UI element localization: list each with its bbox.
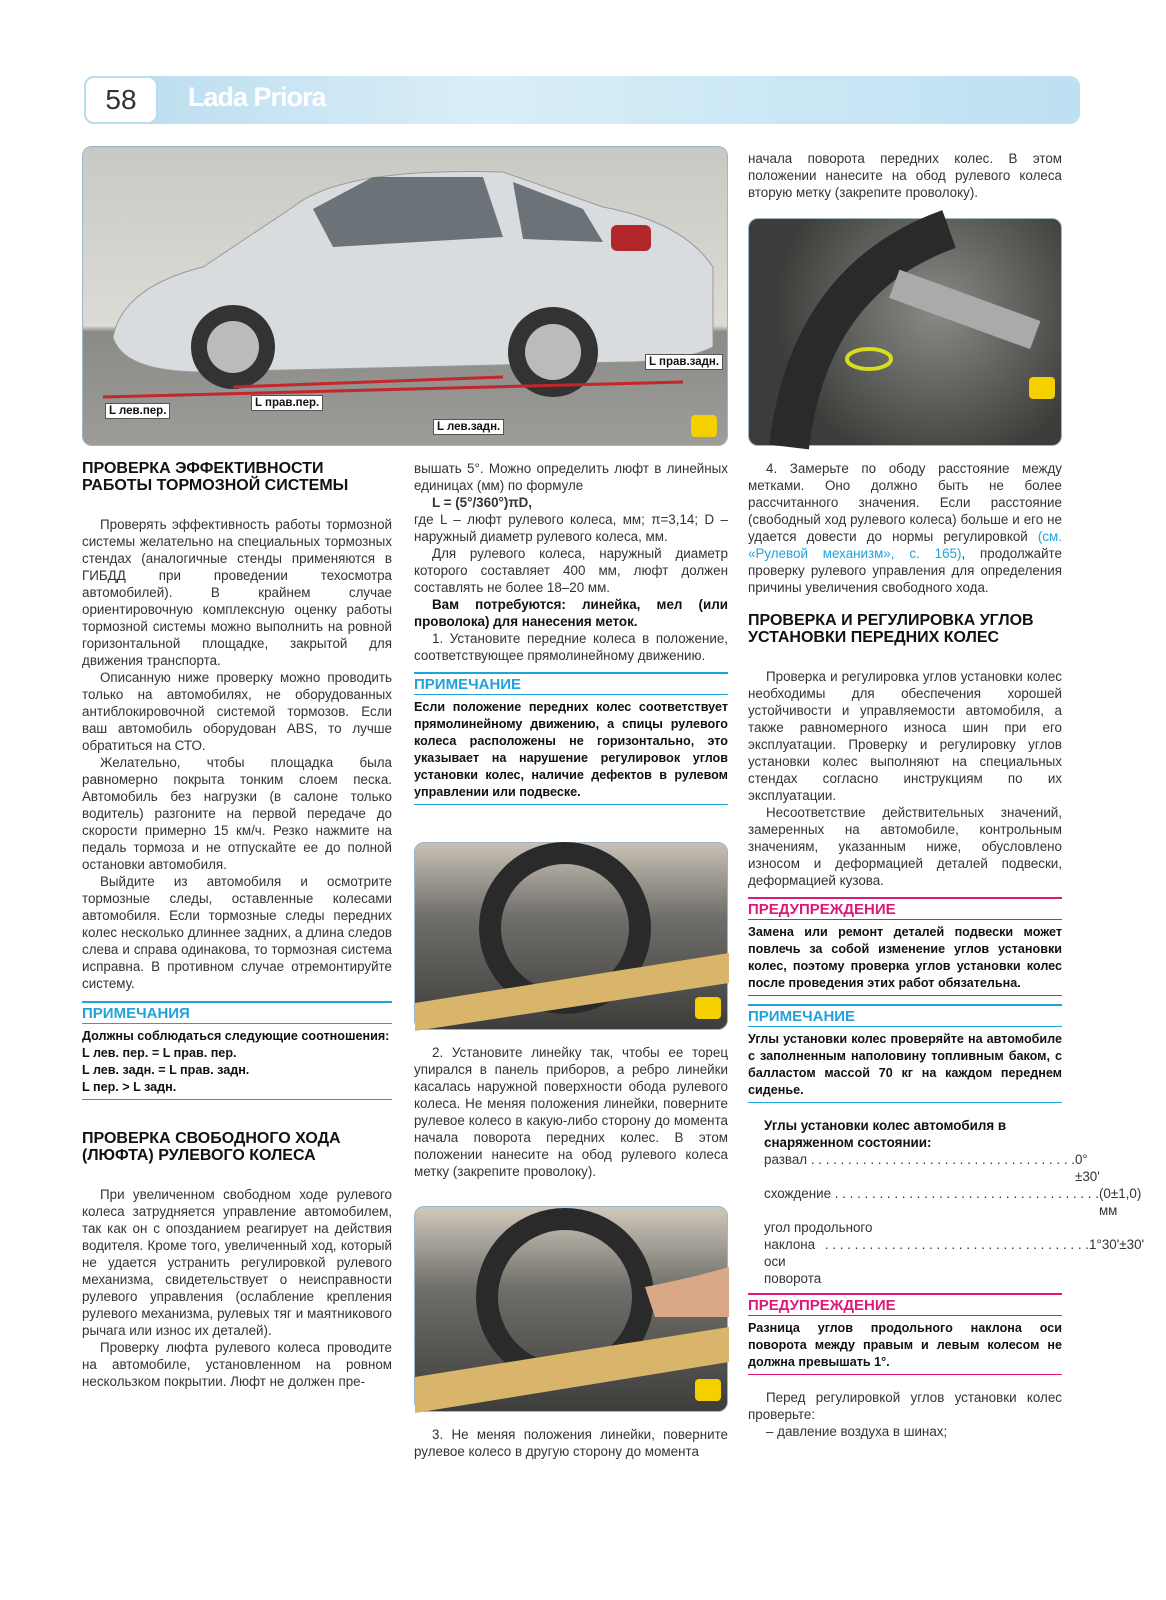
spec-label: угол продольного xyxy=(764,1220,873,1235)
step-2: 2. Установите линейку так, чтобы ее торец упирался в панель приборов, а ребро линейки касалась наружной поверхности обода рулевого колеса. Не меняя положения линейки, поверните рулевое колесо в какую-либо сторону до момента начала поворота передних колес. В этом положении нанесите на обод рулевого колеса метку (закрепите проволоку). xyxy=(414,1045,728,1179)
ruler-photo-1 xyxy=(414,842,728,1030)
step-3: 3. Не меняя положения линейки, поверните рулевое колесо в другую сторону до момента xyxy=(414,1427,728,1459)
spec-value: 0°±30' xyxy=(1074,1152,1100,1184)
paragraph: Описанную ниже проверку можно проводить только на автомобилях, не оборудованных антиблокировочной системой тормозов. Если ваш автомобиль оборудован ABS, то лучше обратиться на СТО. xyxy=(82,670,392,753)
dashboard-ruler-illustration xyxy=(415,843,729,1031)
section-heading-brakes: ПРОВЕРКА ЭФФЕКТИВНОСТИ РАБОТЫ ТОРМОЗНОЙ СИСТЕМЫ xyxy=(82,460,349,494)
paragraph: начала поворота передних колес. В этом положении нанесите на обод рулевого колеса вторую метку (закрепите проволоку). xyxy=(748,151,1062,200)
section-heading-wheel-alignment: ПРОВЕРКА И РЕГУЛИРОВКА УГЛОВ УСТАНОВКИ ПЕРЕДНИХ КОЛЕС xyxy=(748,612,1034,646)
specs-title: Углы установки колес автомобиля в снаряженном состоянии: xyxy=(764,1118,1007,1150)
label-left-front: L лев.пер. xyxy=(105,403,170,419)
spec-row-toe xyxy=(764,1185,1142,1219)
leader-dots: . . . . . . . . . . . . . . . . . . . . . . . . . . . . . . . . . . . . xyxy=(807,1152,1075,1167)
paragraph: Несоответствие действительных значений, замеренных на автомобиле, контрольным значениям, указанным ниже, обусловлено износом и деформацией деталей подвески, деформацией кузова. xyxy=(748,805,1062,888)
note-title: ПРИМЕЧАНИЕ xyxy=(414,672,728,695)
step-4 xyxy=(748,460,1062,596)
paragraph: Перед регулировкой углов установки колес проверьте: xyxy=(748,1390,1062,1422)
label-right-front: L прав.пер. xyxy=(251,395,323,411)
spec-value: (0±1,0) мм xyxy=(1098,1186,1142,1218)
formula: L = (5°/360°)πD, xyxy=(432,495,532,510)
page-header xyxy=(84,76,1080,124)
paragraph: Проверять эффективность работы тормозной системы желательно на специальных тормозных стендах (аналогичные стенды применяются в ГИБДД при проведении техосмотра автомобилей). В крайнем случае ориентировочную комплексную оценку работы тормозной системы можно выполнить на ровной горизонтальной площадке, закрытой для движения транспорта. xyxy=(82,517,392,668)
note-body: Если положение передних колес соответствует прямолинейному движению, а спицы рулевого колеса расположены не горизонтально, это указывает на нарушение регулировок углов установки колес, наличие дефектов в рулевом управлении или подвеске. xyxy=(414,699,728,805)
paragraph: Проверка и регулировка углов установки колес необходимы для обеспечения хорошей устойчивости и управляемости автомобиля, а также равномерного износа шин при его эксплуатации. Проверку и регулировку углов установки колес выполняют на специальных стендах согласно инструкциям по их эксплуатации. xyxy=(748,669,1062,803)
step-4-text-end: , продолжайте проверку рулевого управления для определения причины увеличения свободного хода. xyxy=(748,546,1062,595)
paragraph: При увеличенном свободном ходе рулевого колеса затрудняется управление автомобилем, так как он с опозданием реагирует на действия водителя. Кроме того, увеличенный ход, который не удается устранить регулировкой рулевого механизма, свидетельствует о неисправности рулевого управления (ослабление крепления рулевого механизма, рулевых тяг и маятникового рычага или износ их деталей). xyxy=(82,1187,392,1338)
note-line: L пер. > L задн. xyxy=(82,1080,177,1094)
note-body xyxy=(82,1028,392,1100)
note-line: L лев. пер. = L прав. пер. xyxy=(82,1046,237,1060)
brand-logo-icon xyxy=(695,1379,721,1401)
spec-value: 1°30'±30' xyxy=(1089,1237,1145,1252)
column-2 xyxy=(414,460,728,805)
paragraph: Желательно, чтобы площадка была равномерно покрыта тонким слоем песка. Автомобиль без нагрузки (в салоне только водитель) разгоните на первой передаче до скорости примерно 15 км/ч. Резко нажмите на педаль тормоза и не отпускайте ее до полной остановки автомобиля. xyxy=(82,755,392,872)
cross-reference-link[interactable]: (см. «Рулевой механизм», с. 165) xyxy=(748,529,1062,561)
warning-title: ПРЕДУПРЕЖДЕНИЕ xyxy=(748,1293,1062,1316)
dashboard-hand-ruler-illustration xyxy=(415,1207,729,1413)
note-line: Должны соблюдаться следующие соотношения: xyxy=(82,1029,390,1043)
steering-wheel-caliper-illustration xyxy=(749,219,1063,447)
required-tools: Вам потребуются: линейка, мел (или проволока) для нанесения меток. xyxy=(414,597,728,629)
alignment-specs xyxy=(748,1117,1145,1287)
car-illustration xyxy=(83,147,729,447)
caliper-photo xyxy=(748,218,1062,446)
book-title: Lada Priora xyxy=(188,82,326,112)
paragraph: где L – люфт рулевого колеса, мм; π=3,14; D – наружный диаметр рулевого колеса, мм. xyxy=(414,512,728,544)
warning-title: ПРЕДУПРЕЖДЕНИЕ xyxy=(748,897,1062,920)
column-2-step-3 xyxy=(414,1426,728,1460)
paragraph: Проверку люфта рулевого колеса проводите на автомобиле, установленном на ровном нескользком покрытии. Люфт не должен пре- xyxy=(82,1340,392,1389)
step-4-text: 4. Замерьте по ободу расстояние между метками. Оно должно быть не более рассчитанного значения. Если расстояние (свободный ход рулевого колеса) больше и его не удается довести до нормы регулировкой xyxy=(748,461,1062,544)
label-right-rear: L прав.задн. xyxy=(645,354,723,370)
step-1: 1. Установите передние колеса в положение, соответствующее прямолинейному движению. xyxy=(414,631,728,663)
page-number: 58 xyxy=(84,76,158,124)
column-1 xyxy=(82,460,392,1390)
paragraph: Для рулевого колеса, наружный диаметр которого составляет 400 мм, люфт должен составлять не более 18–20 мм. xyxy=(414,546,728,595)
paragraph: Выйдите из автомобиля и осмотрите тормозные следы, оставленные колесами автомобиля. Если тормозные следы передних колес несколько длиннее задних, а длина следов слева и справа одинакова, то тормозная система исправна. В противном случае отремонтируйте систему. xyxy=(82,874,392,991)
label-left-rear: L лев.задн. xyxy=(433,419,504,435)
brand-logo-icon xyxy=(691,415,717,437)
brand-logo-icon xyxy=(695,997,721,1019)
note-title: ПРИМЕЧАНИЕ xyxy=(748,1004,1062,1027)
spec-row-camber xyxy=(764,1151,1100,1185)
section-heading-steering-play: ПРОВЕРКА СВОБОДНОГО ХОДА (ЛЮФТА) РУЛЕВОГО КОЛЕСА xyxy=(82,1130,341,1164)
car-photo xyxy=(82,146,728,446)
spec-row-caster xyxy=(764,1236,1145,1287)
paragraph: – давление воздуха в шинах; xyxy=(766,1424,948,1439)
note-body: Углы установки колес проверяйте на автомобиле с заполненным наполовину топливным баком, с балластом массой 70 кг на каждом переднем сиденье. xyxy=(748,1031,1062,1103)
note-title: ПРИМЕЧАНИЯ xyxy=(82,1001,392,1024)
spec-label: наклона оси поворота xyxy=(764,1237,822,1286)
spec-label: развал xyxy=(764,1152,808,1167)
paragraph: вышать 5°. Можно определить люфт в линейных единицах (мм) по формуле xyxy=(414,461,728,493)
note-line: L лев. задн. = L прав. задн. xyxy=(82,1063,250,1077)
ruler-photo-2 xyxy=(414,1206,728,1412)
leader-dots: . . . . . . . . . . . . . . . . . . . . . . . . . . . . . . . . . . . . xyxy=(831,1186,1099,1201)
column-3 xyxy=(748,460,1145,1440)
column-2-step-2 xyxy=(414,1044,728,1180)
brand-logo-icon xyxy=(1029,377,1055,399)
warning-body: Замена или ремонт деталей подвески может повлечь за собой изменение углов установки колес, поэтому проверка углов установки колес после проведения этих работ обязательна. xyxy=(748,924,1062,996)
spec-label: схождение xyxy=(764,1186,832,1201)
leader-dots: . . . . . . . . . . . . . . . . . . . . . . . . . . . . . . . . . . . . xyxy=(821,1237,1090,1252)
column-3-top xyxy=(748,150,1062,201)
warning-body: Разница углов продольного наклона оси поворота между правым и левым колесом не должна превышать 1°. xyxy=(748,1320,1062,1375)
